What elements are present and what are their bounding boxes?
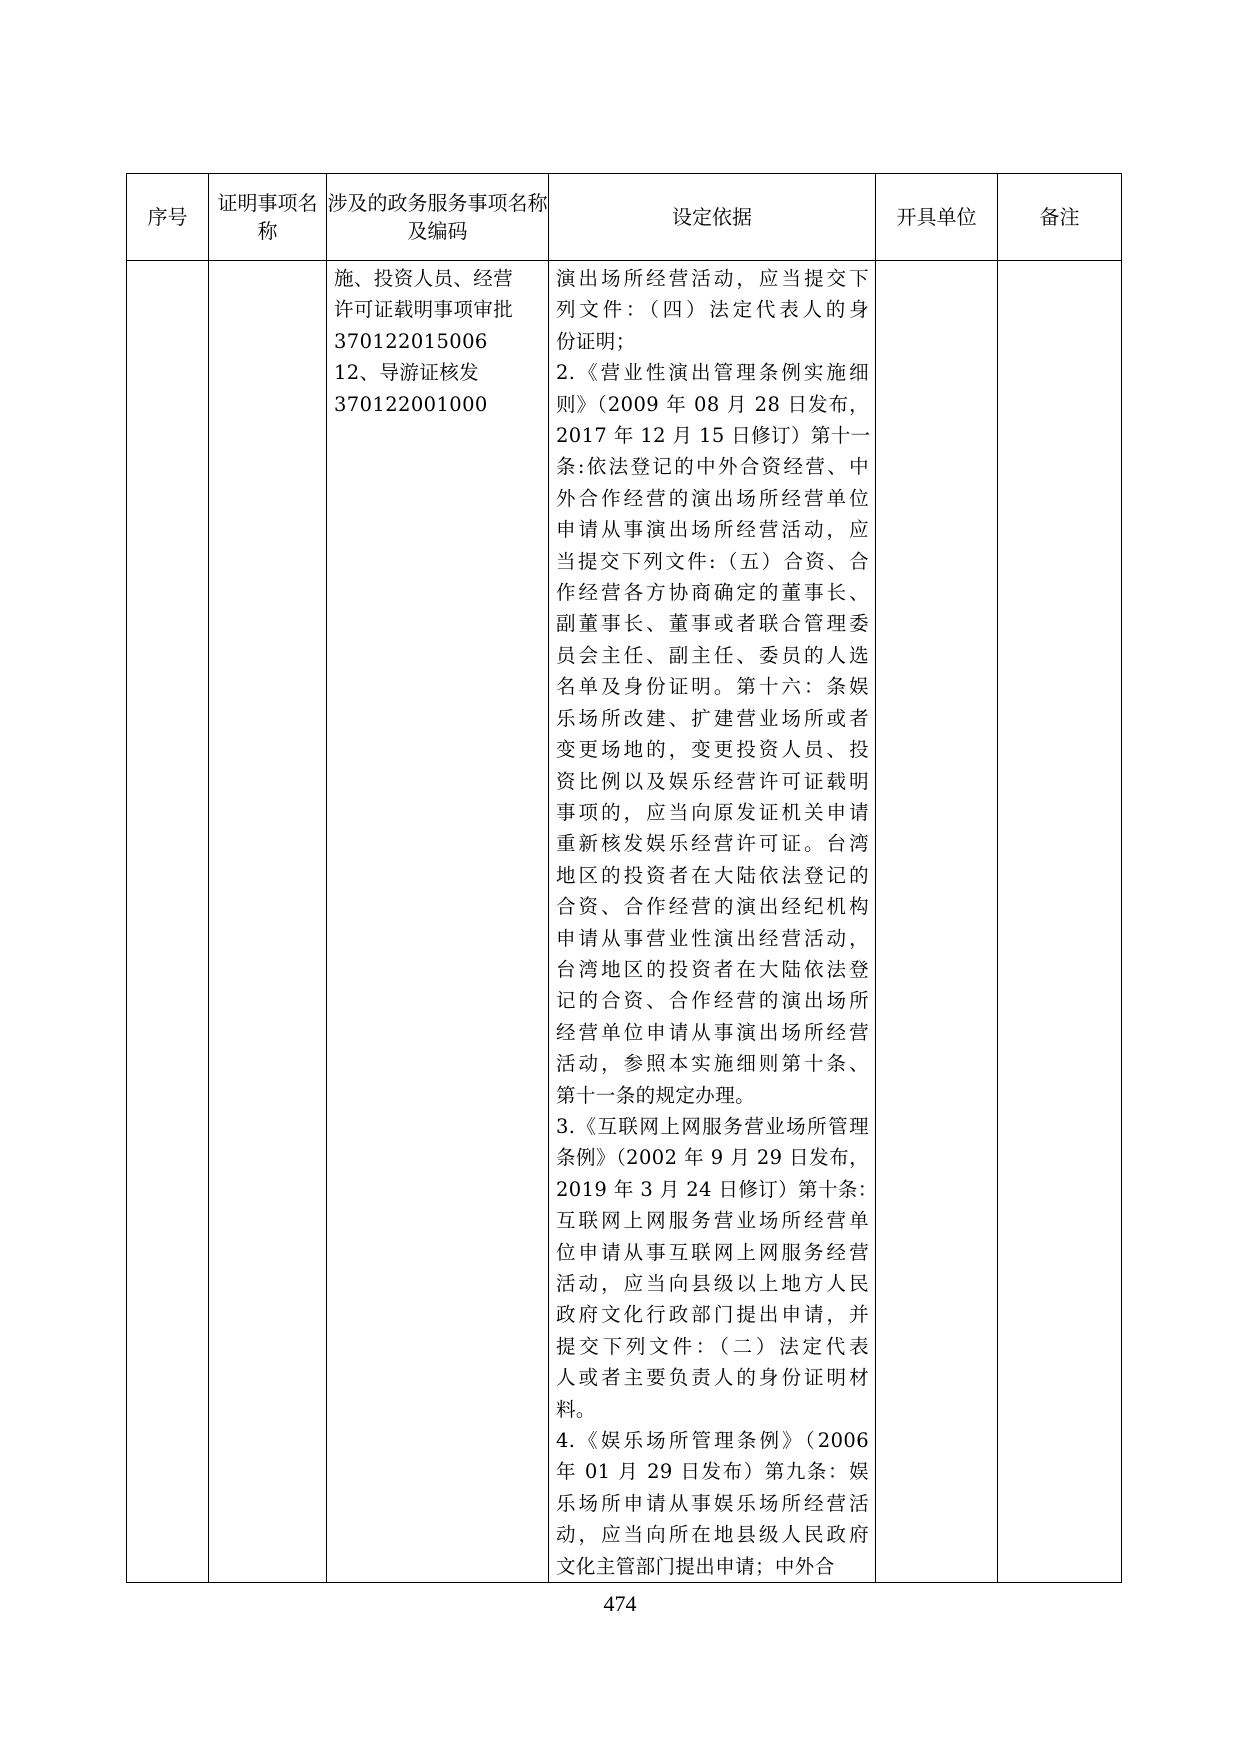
service-line: 370122001000 xyxy=(334,392,488,416)
basis-line: 位申请从事互联网上网服务经营 xyxy=(556,1240,869,1264)
basis-line: 料。 xyxy=(556,1397,596,1421)
header-row xyxy=(127,174,1122,261)
service-line: 施、投资人员、经营 xyxy=(334,267,514,290)
service-text xyxy=(327,261,548,420)
basis-line: 列文件：（四）法定代表人的身 xyxy=(556,298,869,322)
header-seq: 序号 xyxy=(127,174,209,261)
service-line: 370122015006 xyxy=(334,329,488,353)
basis-line: 第十一条的规定办理。 xyxy=(556,1083,756,1107)
header-issuer: 开具单位 xyxy=(876,174,998,261)
cell-service xyxy=(327,261,549,1583)
basis-line: 当提交下列文件:（五）合资、合 xyxy=(556,549,869,573)
basis-line: 政府文化行政部门提出申请，并 xyxy=(556,1303,869,1327)
basis-line: 副董事长、董事或者联合管理委 xyxy=(556,612,869,636)
cell-issuer xyxy=(876,261,998,1583)
cell-seq xyxy=(127,261,209,1583)
basis-line: 经营单位申请从事演出场所经营 xyxy=(556,1020,869,1044)
basis-line: 申请从事演出场所经营活动，应 xyxy=(556,518,869,542)
basis-line: 地区的投资者在大陆依法登记的 xyxy=(556,863,869,887)
service-line: 许可证载明事项审批 xyxy=(334,298,514,322)
basis-line: 记的合资、合作经营的演出场所 xyxy=(556,989,869,1013)
basis-line: 2017 年 12 月 15 日修订）第十一 xyxy=(556,424,871,448)
basis-line: 员会主任、副主任、委员的人选 xyxy=(556,643,869,667)
basis-line: 乐场所改建、扩建营业场所或者 xyxy=(556,706,869,730)
basis-line: 条:依法登记的中外合资经营、中 xyxy=(556,455,869,479)
table-row xyxy=(127,261,1122,1583)
basis-line: 份证明； xyxy=(556,329,636,353)
basis-line: 名单及身份证明。第十六：条娱 xyxy=(556,675,869,699)
basis-line: 2019 年 3 月 24 日修订）第十条： xyxy=(556,1177,878,1201)
cell-basis xyxy=(549,261,876,1583)
basis-line: 活动，应当向县级以上地方人民 xyxy=(556,1272,869,1295)
basis-line: 年 01 月 29 日发布）第九条：娱 xyxy=(556,1460,869,1484)
header-item-name: 证明事项名称 xyxy=(209,174,327,261)
cell-remark xyxy=(998,261,1122,1583)
basis-line: 互联网上网服务营业场所经营单 xyxy=(556,1209,869,1233)
header-remark: 备注 xyxy=(998,174,1122,261)
basis-line: 2.《营业性演出管理条例实施细 xyxy=(556,361,869,385)
basis-line: 台湾地区的投资者在大陆依法登 xyxy=(556,957,869,981)
basis-line: 乐场所申请从事娱乐场所经营活 xyxy=(556,1491,869,1515)
basis-line: 资比例以及娱乐经营许可证载明 xyxy=(556,769,869,793)
basis-line: 变更场地的，变更投资人员、投 xyxy=(556,738,869,762)
basis-line: 重新核发娱乐经营许可证。台湾 xyxy=(556,832,869,856)
certification-table xyxy=(126,173,1122,1583)
cell-item-name xyxy=(209,261,327,1583)
service-line: 12、导游证核发 xyxy=(334,361,480,385)
header-service: 涉及的政务服务事项名称及编码 xyxy=(327,174,549,261)
basis-line: 动，应当向所在地县级人民政府 xyxy=(556,1523,869,1547)
basis-line: 文化主管部门提出申请；中外合 xyxy=(556,1554,835,1578)
basis-line: 演出场所经营活动，应当提交下 xyxy=(556,267,869,290)
basis-line: 申请从事营业性演出经营活动， xyxy=(556,926,869,950)
basis-line: 3.《互联网上网服务营业场所管理 xyxy=(556,1114,869,1138)
basis-line: 提交下列文件：（二）法定代表 xyxy=(556,1334,869,1358)
basis-line: 条例》（2002 年 9 月 29 日发布， xyxy=(556,1146,869,1170)
basis-line: 作经营各方协商确定的董事长、 xyxy=(556,581,869,605)
basis-line: 4.《娱乐场所管理条例》（2006 xyxy=(556,1429,869,1453)
basis-line: 活动，参照本实施细则第十条、 xyxy=(556,1052,869,1076)
header-basis: 设定依据 xyxy=(549,174,876,261)
basis-line: 则》（2009 年 08 月 28 日发布， xyxy=(556,392,869,416)
basis-text xyxy=(549,261,878,1582)
page-number: 474 xyxy=(603,1591,637,1616)
basis-line: 合资、合作经营的演出经纪机构 xyxy=(556,895,869,919)
basis-line: 人或者主要负责人的身份证明材 xyxy=(556,1366,869,1390)
basis-line: 外合作经营的演出场所经营单位 xyxy=(556,486,869,510)
basis-line: 事项的，应当向原发证机关申请 xyxy=(556,800,869,824)
